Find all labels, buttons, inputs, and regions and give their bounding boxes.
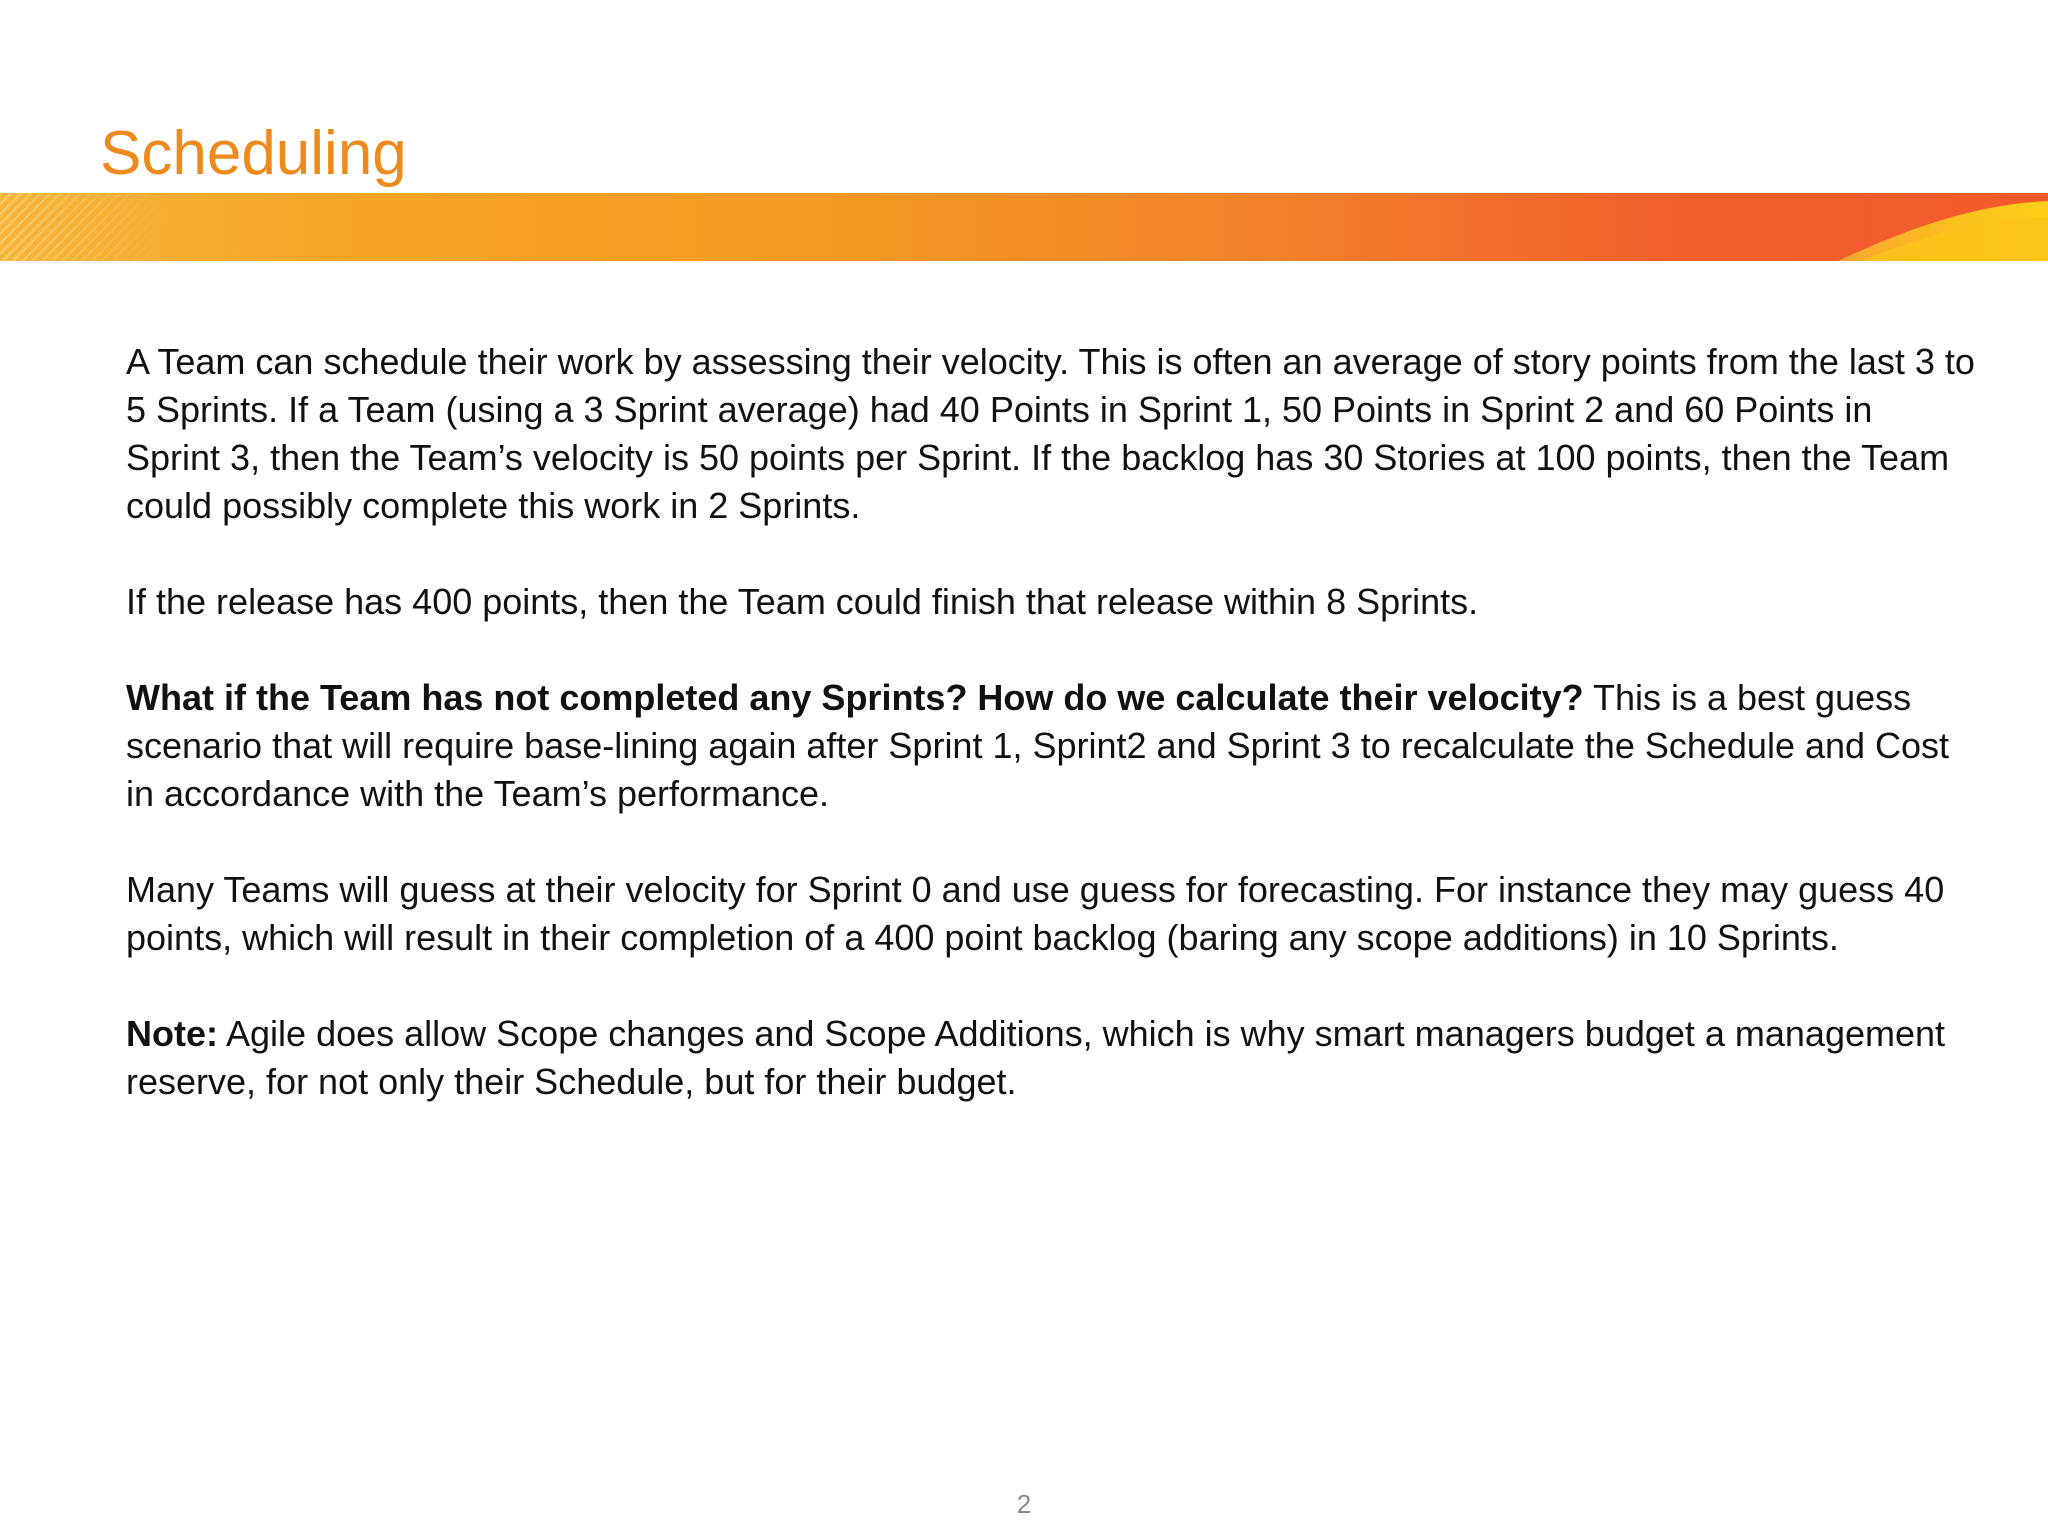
paragraph-release-estimate: If the release has 400 points, then the Team could finish that release within 8 Sprints.: [126, 581, 1479, 622]
note-label: Note:: [126, 1013, 218, 1054]
question-bold-text: What if the Team has not completed any Sprints? How do we calculate their velocity?: [126, 677, 1584, 718]
paragraph-guess-velocity: Many Teams will guess at their velocity for Sprint 0 and use guess for forecasting. For instance they may guess 40 points, which will result in their completion of a 400 point backlog (baring any scope additions) in 10 Sprints.: [126, 869, 1945, 958]
paragraph-no-sprints: [126, 674, 1976, 818]
paragraph-velocity-overview: A Team can schedule their work by assessing their velocity. This is often an average of story points from the last 3 to 5 Sprints. If a Team (using a 3 Sprint average) had 40 Points in Sprint 1, 50 Points in Sprint 2 and 60 Points in Sprint 3, then the Team’s velocity is 50 points per Sprint. If the backlog has 30 Stories at 100 points, then the Team could possibly complete this work in 2 Sprints.: [126, 341, 1975, 526]
note-text: Agile does allow Scope changes and Scope Additions, which is why smart managers budget a management reserve, for not only their Schedule, but for their budget.: [126, 1013, 1946, 1102]
paragraph-no-sprints-text: This is a best guess scenario that will require base-lining again after Sprint 1, Sprint2 and Sprint 3 to recalculate the Schedule and Cost in accordance with the Team’s performance.: [126, 677, 1950, 814]
banner-hatch-pattern: [0, 193, 170, 261]
slide-title: Scheduling: [100, 119, 407, 188]
slide-body: [126, 338, 1976, 1154]
page-number: 2: [1016, 1489, 1032, 1519]
header-banner: [0, 193, 2048, 261]
banner-swoosh-graphic: [1808, 193, 2048, 261]
paragraph-note: [126, 1010, 1976, 1106]
